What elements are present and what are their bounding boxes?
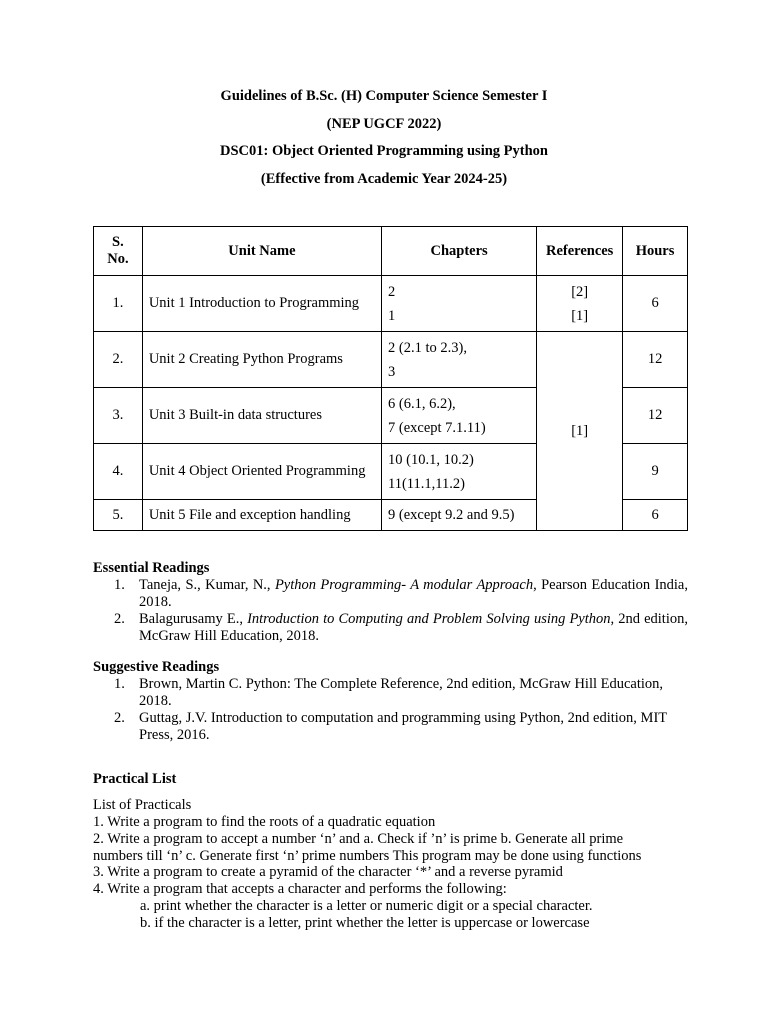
chapter-line: 1 [388, 307, 396, 324]
suggestive-readings-title: Suggestive Readings [93, 659, 220, 675]
course-title: DSC01: Object Oriented Programming using Python [220, 143, 548, 159]
chapter-line: 2 (2.1 to 2.3), [388, 339, 467, 356]
row-hours: 12 [623, 332, 688, 388]
row-hours: 12 [623, 388, 688, 444]
row-unit: Unit 2 Creating Python Programs [142, 332, 381, 388]
row-sno: 4. [94, 444, 143, 500]
reference-line: [2] [571, 283, 589, 300]
ref-book-title: Introduction to Computing and Problem Solving using Python [247, 611, 611, 627]
ref-text: Guttag, J.V. Introduction to computation and programming using Python, 2nd edition, MIT Press, 2016. [139, 710, 667, 743]
header-hours: Hours [623, 227, 688, 276]
chapter-line: 6 (6.1, 6.2), [388, 395, 456, 412]
practical-item: 2. Write a program to accept a number ‘n’ and a. Check if ’n’ is prime b. Generate all prime [93, 831, 624, 847]
ref-authors: Taneja, S., Kumar, N., [139, 577, 275, 593]
doc-subtitle: (NEP UGCF 2022) [326, 116, 442, 132]
effective-year: (Effective from Academic Year 2024-25) [260, 171, 508, 187]
row-unit: Unit 3 Built-in data structures [142, 388, 381, 444]
chapter-line: 7 (except 7.1.11) [388, 419, 486, 436]
ref-book-title: Python Programming- A modular Approach [274, 577, 534, 593]
practical-item: 3. Write a program to create a pyramid of the character ‘*’ and a reverse pyramid [93, 864, 563, 880]
ref-publisher: , Pearson Education India, 2018. [139, 577, 688, 610]
units-table [93, 226, 688, 531]
list-item [93, 676, 671, 710]
row-chapters [382, 276, 537, 332]
chapter-line: 2 [388, 283, 396, 300]
row-hours: 9 [623, 444, 688, 500]
row-chapters [382, 444, 537, 500]
essential-readings-title: Essential Readings [93, 560, 210, 576]
practicals-intro: List of Practicals [93, 797, 192, 813]
list-number: 2. [114, 710, 125, 726]
row-hours: 6 [623, 276, 688, 332]
header-references: References [537, 227, 623, 276]
merged-reference: [1] [537, 332, 623, 531]
suggestive-readings-list [93, 676, 667, 744]
list-item [93, 611, 688, 645]
row-chapters [382, 332, 537, 388]
header-unit-name: Unit Name [142, 227, 381, 276]
ref-text: Brown, Martin C. Python: The Complete Reference, 2nd edition, McGraw Hill Education, 2018. [139, 676, 664, 709]
doc-title: Guidelines of B.Sc. (H) Computer Science Semester I [220, 88, 548, 104]
row-references [537, 276, 623, 332]
table-header-row [94, 227, 688, 276]
row-sno: 2. [94, 332, 143, 388]
practical-item: 1. Write a program to find the roots of a quadratic equation [93, 814, 436, 830]
row-unit: Unit 1 Introduction to Programming [142, 276, 381, 332]
header-chapters: Chapters [382, 227, 537, 276]
practical-item: 4. Write a program that accepts a character and performs the following: [93, 881, 507, 897]
header-sno-line2: No. [107, 251, 129, 267]
ref-authors: Balagurusamy E., [139, 611, 248, 627]
chapter-line: 11(11.1,11.2) [388, 475, 465, 492]
list-number: 1. [114, 676, 125, 692]
reference-line: [1] [571, 307, 589, 324]
table-row [94, 276, 688, 332]
header-sno-line1: S. [112, 234, 124, 250]
row-sno: 5. [94, 500, 143, 531]
row-unit: Unit 4 Object Oriented Programming [142, 444, 381, 500]
chapter-line: 10 (10.1, 10.2) [388, 451, 474, 468]
chapter-line: 3 [388, 363, 396, 380]
ref-publisher: , 2nd edition, McGraw Hill Education, 2018. [139, 611, 688, 644]
list-item [93, 710, 689, 744]
row-hours: 6 [623, 500, 688, 531]
practical-subitem: a. print whether the character is a letter or numeric digit or a special character. [140, 898, 593, 914]
header-sno [94, 227, 143, 276]
practical-item: numbers till ‘n’ c. Generate first ‘n’ prime numbers This program may be done using functions [93, 848, 642, 864]
essential-readings-list [93, 577, 688, 645]
row-chapters: 9 (except 9.2 and 9.5) [382, 500, 537, 531]
practical-list-title: Practical List [93, 771, 177, 787]
list-item [93, 577, 688, 611]
row-unit: Unit 5 File and exception handling [142, 500, 381, 531]
row-sno: 3. [94, 388, 143, 444]
list-number: 2. [114, 611, 125, 627]
table-row [94, 332, 688, 388]
practical-subitem: b. if the character is a letter, print whether the letter is uppercase or lowercase [140, 915, 590, 931]
row-chapters [382, 388, 537, 444]
list-number: 1. [114, 577, 125, 593]
row-sno: 1. [94, 276, 143, 332]
